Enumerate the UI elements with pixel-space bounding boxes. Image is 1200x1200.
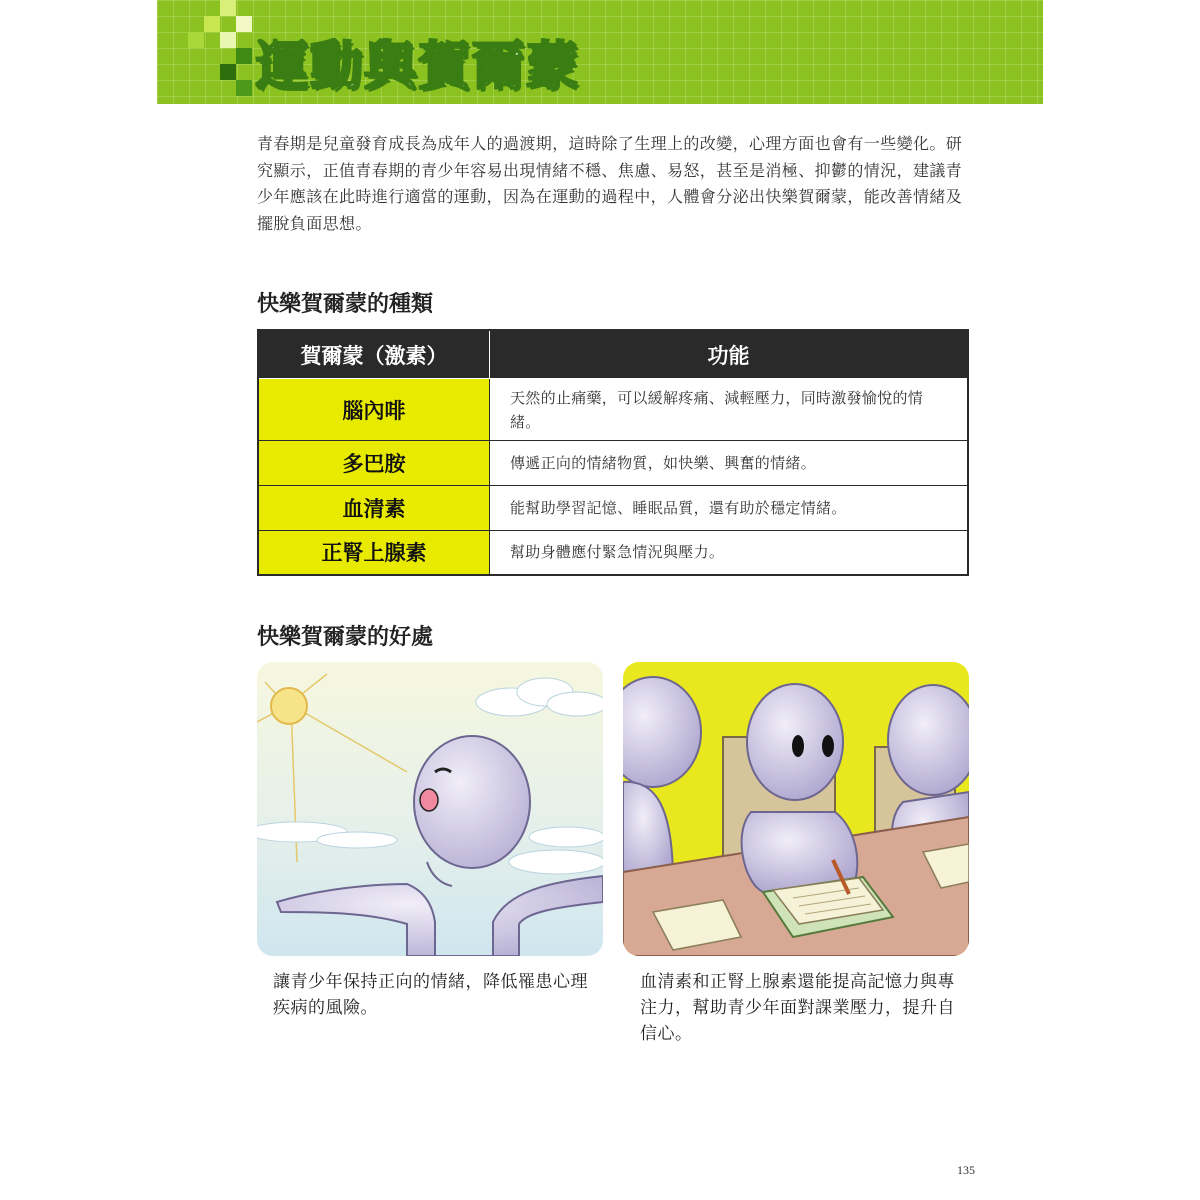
decor-square bbox=[220, 32, 236, 48]
panel-caption: 血清素和正腎上腺素還能提高記憶力與專注力，幫助青少年面對課業壓力，提升自信心。 bbox=[640, 972, 955, 1044]
hormone-name: 腦內啡 bbox=[258, 379, 490, 441]
table-row bbox=[258, 531, 968, 575]
intro-paragraph: 青春期是兒童發育成長為成年人的過渡期，這時除了生理上的改變，心理方面也會有一些變化。研究顯示，正值青春期的青少年容易出現情緒不穩、焦慮、易怒，甚至是消極、抑鬱的情況，建議青少年應該在此時進行適當的運動，因為在運動的過程中，人體會分泌出快樂賀爾蒙，能改善情緒及擺脫負面思想。 bbox=[257, 134, 963, 233]
decor-square bbox=[236, 16, 252, 32]
decor-square bbox=[220, 0, 236, 16]
hormone-function: 傳遞正向的情緒物質，如快樂、興奮的情緒。 bbox=[490, 441, 969, 486]
hormone-function: 幫助身體應付緊急情況與壓力。 bbox=[490, 531, 969, 575]
column-header-hormone: 賀爾蒙（激素） bbox=[258, 330, 490, 379]
studying-character-illustration bbox=[623, 662, 969, 956]
section-heading-types: 快樂賀爾蒙的種類 bbox=[257, 292, 434, 317]
decor-square bbox=[204, 16, 220, 32]
decor-square bbox=[188, 32, 204, 48]
hormone-table bbox=[257, 329, 969, 576]
hormone-function: 天然的止痛藥，可以緩解疼痛、減輕壓力，同時激發愉悅的情緒。 bbox=[490, 379, 969, 441]
hormone-name: 正腎上腺素 bbox=[258, 531, 490, 575]
column-header-function: 功能 bbox=[490, 330, 969, 379]
hormone-function: 能幫助學習記憶、睡眠品質，還有助於穩定情緒。 bbox=[490, 486, 969, 531]
hormone-name: 多巴胺 bbox=[258, 441, 490, 486]
happy-character-sun-illustration bbox=[257, 662, 603, 956]
table-row bbox=[258, 379, 968, 441]
decor-square bbox=[236, 80, 252, 96]
decor-square bbox=[236, 48, 252, 64]
page-number: 135 bbox=[957, 1163, 975, 1177]
table-row bbox=[258, 486, 968, 531]
panel-caption: 讓青少年保持正向的情緒，降低罹患心理疾病的風險。 bbox=[273, 972, 588, 1018]
table-row bbox=[258, 441, 968, 486]
sky-scene-icon bbox=[257, 662, 603, 956]
classroom-scene-icon bbox=[623, 662, 969, 956]
section-heading-benefits: 快樂賀爾蒙的好處 bbox=[257, 625, 434, 650]
hormone-name: 血清素 bbox=[258, 486, 490, 531]
table-header-row bbox=[258, 330, 968, 379]
decor-square bbox=[220, 64, 236, 80]
page-title: 運動與賀爾蒙 bbox=[256, 37, 581, 97]
